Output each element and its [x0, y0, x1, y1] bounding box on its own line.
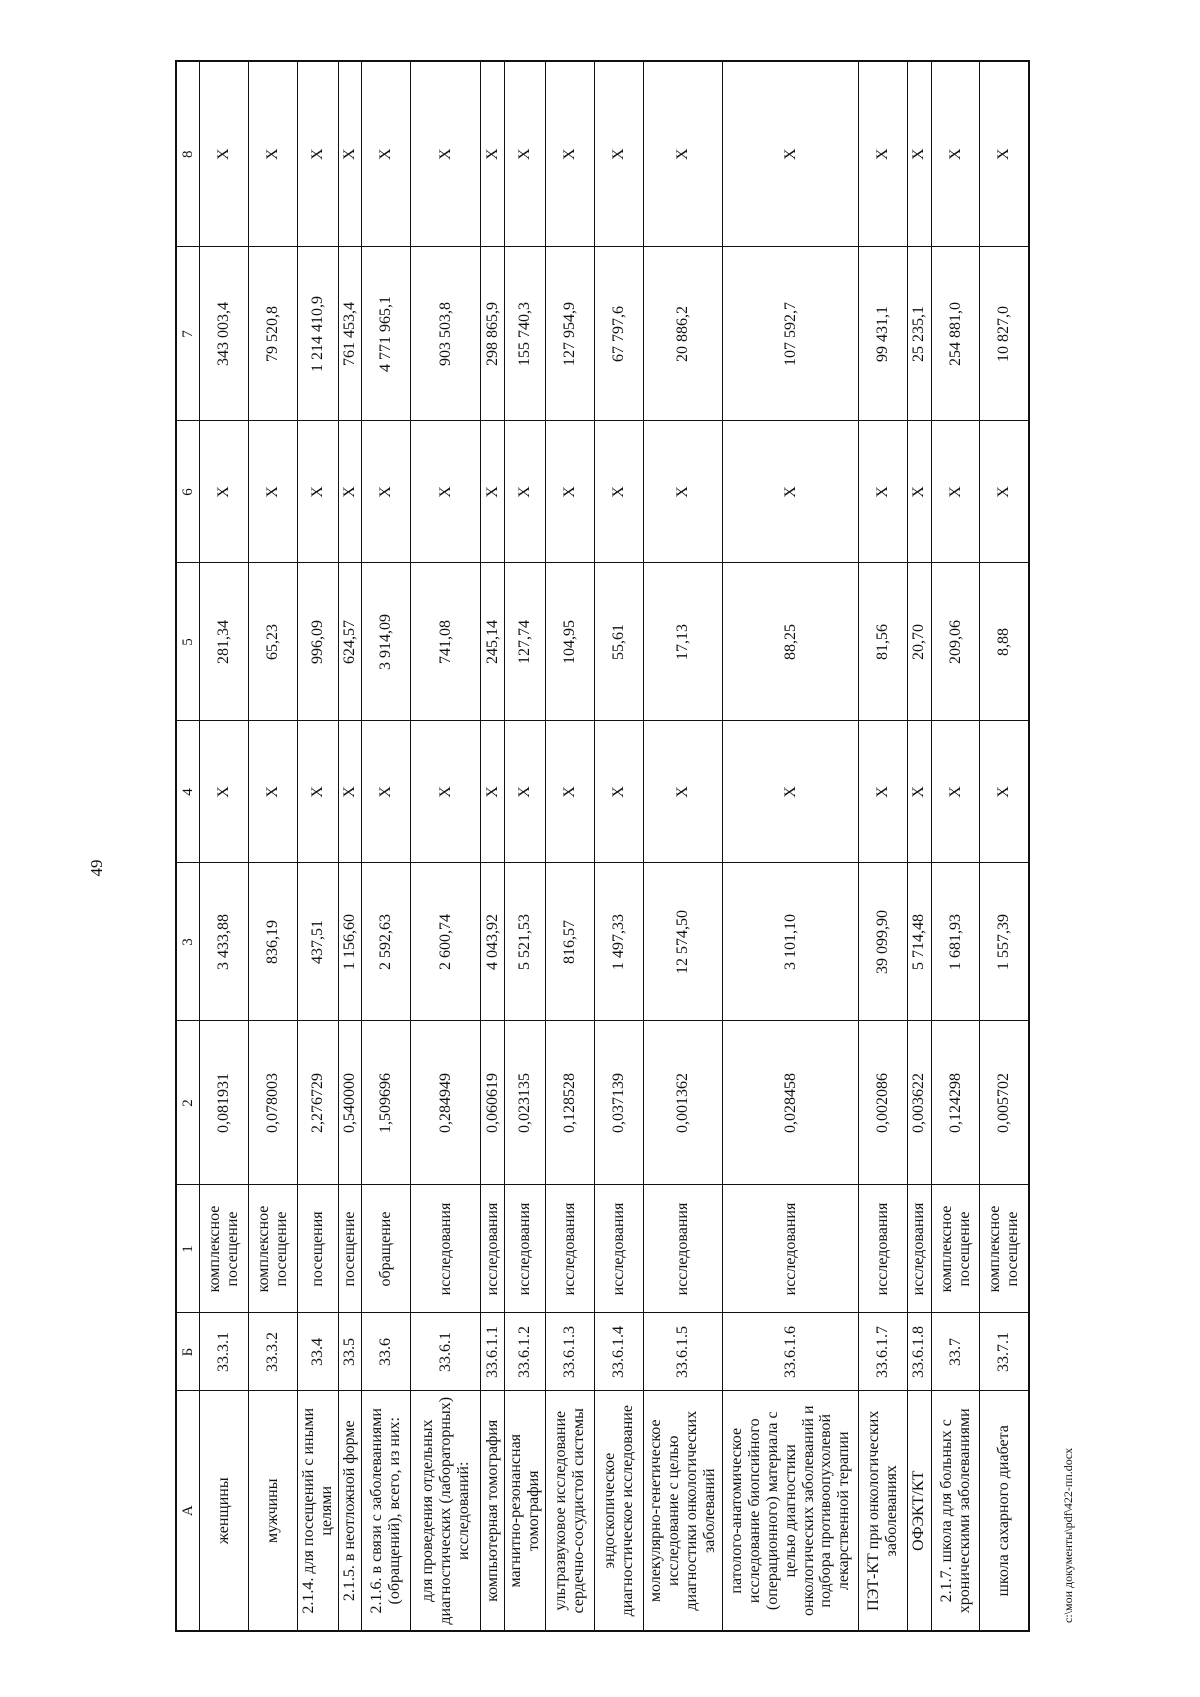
table-cell: 12 574,50: [643, 863, 722, 1021]
table-cell: Х: [594, 61, 643, 247]
table-cell: Х: [980, 721, 1029, 863]
row-label-cell: для проведения отдельных диагностических (лабораторных) исследований:: [411, 1391, 481, 1631]
table-row: [594, 61, 643, 1631]
page-number: 49: [87, 859, 106, 877]
table-cell: посещение: [338, 1185, 361, 1313]
table-cell: 0,023135: [504, 1021, 545, 1185]
table-cell: Х: [199, 721, 248, 863]
table-cell: Х: [859, 421, 908, 563]
table-cell: 33.6.1: [411, 1313, 481, 1391]
table-cell: Х: [594, 721, 643, 863]
table-cell: 0,005702: [980, 1021, 1029, 1185]
table-cell: 1 497,33: [594, 863, 643, 1021]
row-label-cell: патолого-анатомическое исследование биопсийного (операционного) материала с целью диагностики онкологических заболеваний и подбора противоопухолевой лекарственной терапии: [722, 1391, 858, 1631]
table-cell: 33.6.1.4: [594, 1313, 643, 1391]
table-cell: Х: [504, 421, 545, 563]
table-cell: 99 431,1: [859, 247, 908, 421]
table-cell: 0,124298: [931, 1021, 980, 1185]
table-cell: 33.6.1.7: [859, 1313, 908, 1391]
table-cell: Х: [643, 421, 722, 563]
table-cell: Х: [908, 721, 931, 863]
table-row: [980, 61, 1029, 1631]
table-cell: Х: [481, 421, 504, 563]
table-cell: Х: [362, 421, 411, 563]
table-cell: 0,540000: [338, 1021, 361, 1185]
row-label-cell: ПЭТ-КТ при онкологических заболеваниях: [859, 1391, 908, 1631]
table-cell: Х: [908, 61, 931, 247]
table-cell: Х: [297, 721, 338, 863]
table-cell: Х: [411, 61, 481, 247]
table-cell: Х: [980, 421, 1029, 563]
table-cell: 20 886,2: [643, 247, 722, 421]
table-cell: 104,95: [545, 563, 594, 721]
table-cell: Х: [722, 421, 858, 563]
header-cell: 6: [176, 421, 199, 563]
table-cell: 67 797,6: [594, 247, 643, 421]
table-cell: 624,57: [338, 563, 361, 721]
table-cell: 33.7.1: [980, 1313, 1029, 1391]
table-cell: Х: [411, 421, 481, 563]
table-cell: 1 214 410,9: [297, 247, 338, 421]
table-cell: 0,037139: [594, 1021, 643, 1185]
table-cell: исследования: [643, 1185, 722, 1313]
row-label-cell: 2.1.4. для посещений с иными целями: [297, 1391, 338, 1631]
data-table: [175, 60, 1030, 1632]
table-cell: Х: [594, 421, 643, 563]
table-row: [722, 61, 858, 1631]
table-cell: Х: [481, 61, 504, 247]
table-cell: 155 740,3: [504, 247, 545, 421]
table-cell: 3 914,09: [362, 563, 411, 721]
table-cell: 1,509696: [362, 1021, 411, 1185]
table-cell: комплексное посещение: [199, 1185, 248, 1313]
table-cell: 4 043,92: [481, 863, 504, 1021]
table-cell: 245,14: [481, 563, 504, 721]
table-row: [643, 61, 722, 1631]
table-cell: 0,001362: [643, 1021, 722, 1185]
row-label-cell: 2.1.5. в неотложной форме: [338, 1391, 361, 1631]
table-cell: 33.6.1.6: [722, 1313, 858, 1391]
table-cell: 2 600,74: [411, 863, 481, 1021]
table-row: [248, 61, 297, 1631]
table-cell: обращение: [362, 1185, 411, 1313]
table-cell: 2 592,63: [362, 863, 411, 1021]
table-cell: посещения: [297, 1185, 338, 1313]
table-cell: 81,56: [859, 563, 908, 721]
table-cell: 20,70: [908, 563, 931, 721]
table-cell: 343 003,4: [199, 247, 248, 421]
row-label-cell: ультразвуковое исследование сердечно-сосудистой системы: [545, 1391, 594, 1631]
table-cell: 33.3.1: [199, 1313, 248, 1391]
table-cell: 0,002086: [859, 1021, 908, 1185]
table-row: [908, 61, 931, 1631]
table-cell: исследования: [722, 1185, 858, 1313]
table-cell: 5 714,48: [908, 863, 931, 1021]
table-cell: 33.6.1.8: [908, 1313, 931, 1391]
table-cell: 127,74: [504, 563, 545, 721]
table-cell: 816,57: [545, 863, 594, 1021]
header-cell: 7: [176, 247, 199, 421]
table-cell: 5 521,53: [504, 863, 545, 1021]
table-cell: 33.7: [931, 1313, 980, 1391]
header-cell: 5: [176, 563, 199, 721]
table-cell: 17,13: [643, 563, 722, 721]
table-cell: 741,08: [411, 563, 481, 721]
table-cell: комплексное посещение: [931, 1185, 980, 1313]
table-cell: Х: [248, 61, 297, 247]
table-cell: 33.4: [297, 1313, 338, 1391]
table-cell: Х: [362, 61, 411, 247]
table-cell: 10 827,0: [980, 247, 1029, 421]
table-cell: 761 453,4: [338, 247, 361, 421]
table-cell: 127 954,9: [545, 247, 594, 421]
table-cell: Х: [931, 421, 980, 563]
table-row: [504, 61, 545, 1631]
table-cell: 0,078003: [248, 1021, 297, 1185]
table-cell: 33.6.1.5: [643, 1313, 722, 1391]
table-cell: 298 865,9: [481, 247, 504, 421]
table-cell: Х: [722, 721, 858, 863]
row-label-cell: ОФЭКТ/КТ: [908, 1391, 931, 1631]
row-label-cell: 2.1.6. в связи с заболеваниями (обращений), всего, из них:: [362, 1391, 411, 1631]
table-cell: Х: [199, 421, 248, 563]
table-row: [362, 61, 411, 1631]
table-row: [338, 61, 361, 1631]
table-cell: Х: [199, 61, 248, 247]
table-cell: исследования: [859, 1185, 908, 1313]
table-cell: 996,09: [297, 563, 338, 721]
table-cell: 2,276729: [297, 1021, 338, 1185]
table-cell: 209,06: [931, 563, 980, 721]
table-cell: 79 520,8: [248, 247, 297, 421]
table-cell: 4 771 965,1: [362, 247, 411, 421]
table-cell: Х: [362, 721, 411, 863]
table-cell: 0,060619: [481, 1021, 504, 1185]
table-cell: Х: [411, 721, 481, 863]
table-cell: 0,003622: [908, 1021, 931, 1185]
table-cell: 33.6.1.1: [481, 1313, 504, 1391]
table-cell: Х: [297, 421, 338, 563]
header-cell: 1: [176, 1185, 199, 1313]
table-cell: Х: [908, 421, 931, 563]
row-label-cell: мужчины: [248, 1391, 297, 1631]
table-cell: Х: [338, 721, 361, 863]
table-cell: Х: [931, 721, 980, 863]
table-cell: Х: [504, 61, 545, 247]
table-cell: 88,25: [722, 563, 858, 721]
row-label-cell: молекулярно-генетическое исследование с целью диагностики онкологических заболеваний: [643, 1391, 722, 1631]
table-row: [545, 61, 594, 1631]
table-cell: 33.6: [362, 1313, 411, 1391]
header-cell: 2: [176, 1021, 199, 1185]
table-cell: Х: [859, 721, 908, 863]
row-label-cell: 2.1.7. школа для больных с хроническими заболеваниями: [931, 1391, 980, 1631]
table-cell: 836,19: [248, 863, 297, 1021]
table-row: [199, 61, 248, 1631]
header-cell: Б: [176, 1313, 199, 1391]
table-cell: Х: [248, 421, 297, 563]
table-cell: 55,61: [594, 563, 643, 721]
table-cell: 3 433,88: [199, 863, 248, 1021]
table-cell: 903 503,8: [411, 247, 481, 421]
table-cell: Х: [643, 721, 722, 863]
table-cell: 39 099,90: [859, 863, 908, 1021]
table-cell: Х: [980, 61, 1029, 247]
header-cell: 8: [176, 61, 199, 247]
table-cell: 33.5: [338, 1313, 361, 1391]
table-cell: 0,128528: [545, 1021, 594, 1185]
row-label-cell: магнитно-резонансная томография: [504, 1391, 545, 1631]
table-cell: 107 592,7: [722, 247, 858, 421]
table-cell: 33.6.1.2: [504, 1313, 545, 1391]
header-cell: 3: [176, 863, 199, 1021]
table-cell: Х: [297, 61, 338, 247]
row-label-cell: эндоскопическое диагностическое исследование: [594, 1391, 643, 1631]
table-cell: 8,88: [980, 563, 1029, 721]
table-cell: 0,284949: [411, 1021, 481, 1185]
table-cell: исследования: [908, 1185, 931, 1313]
table-cell: Х: [722, 61, 858, 247]
table-cell: Х: [338, 421, 361, 563]
table-cell: 3 101,10: [722, 863, 858, 1021]
table-cell: Х: [338, 61, 361, 247]
table-cell: Х: [859, 61, 908, 247]
table-cell: исследования: [504, 1185, 545, 1313]
table-row: [297, 61, 338, 1631]
table-cell: 65,23: [248, 563, 297, 721]
table-row: [859, 61, 908, 1631]
table-cell: 1 156,60: [338, 863, 361, 1021]
table-cell: исследования: [481, 1185, 504, 1313]
table-cell: исследования: [545, 1185, 594, 1313]
table-cell: 437,51: [297, 863, 338, 1021]
table-row: [481, 61, 504, 1631]
table-cell: Х: [545, 421, 594, 563]
data-table-container: [175, 62, 1030, 1632]
table-cell: 1 681,93: [931, 863, 980, 1021]
table-cell: Х: [931, 61, 980, 247]
table-cell: 33.3.2: [248, 1313, 297, 1391]
table-cell: 254 881,0: [931, 247, 980, 421]
table-cell: 0,028458: [722, 1021, 858, 1185]
table-cell: Х: [504, 721, 545, 863]
table-row: [931, 61, 980, 1631]
table-cell: исследования: [411, 1185, 481, 1313]
header-cell: А: [176, 1391, 199, 1631]
table-cell: исследования: [594, 1185, 643, 1313]
table-cell: Х: [545, 61, 594, 247]
row-label-cell: женщины: [199, 1391, 248, 1631]
table-cell: Х: [248, 721, 297, 863]
row-label-cell: школа сахарного диабета: [980, 1391, 1029, 1631]
table-cell: 33.6.1.3: [545, 1313, 594, 1391]
row-label-cell: компьютерная томография: [481, 1391, 504, 1631]
table-cell: комплексное посещение: [980, 1185, 1029, 1313]
header-cell: 4: [176, 721, 199, 863]
table-cell: 25 235,1: [908, 247, 931, 421]
file-path-footer: c:\мои документы\pdf\422-пп.docx: [1061, 1447, 1075, 1623]
table-cell: Х: [643, 61, 722, 247]
table-row: [411, 61, 481, 1631]
header-row: [176, 61, 199, 1631]
table-cell: комплексное посещение: [248, 1185, 297, 1313]
table-cell: 281,34: [199, 563, 248, 721]
table-cell: Х: [545, 721, 594, 863]
table-cell: 1 557,39: [980, 863, 1029, 1021]
table-cell: 0,081931: [199, 1021, 248, 1185]
table-cell: Х: [481, 721, 504, 863]
